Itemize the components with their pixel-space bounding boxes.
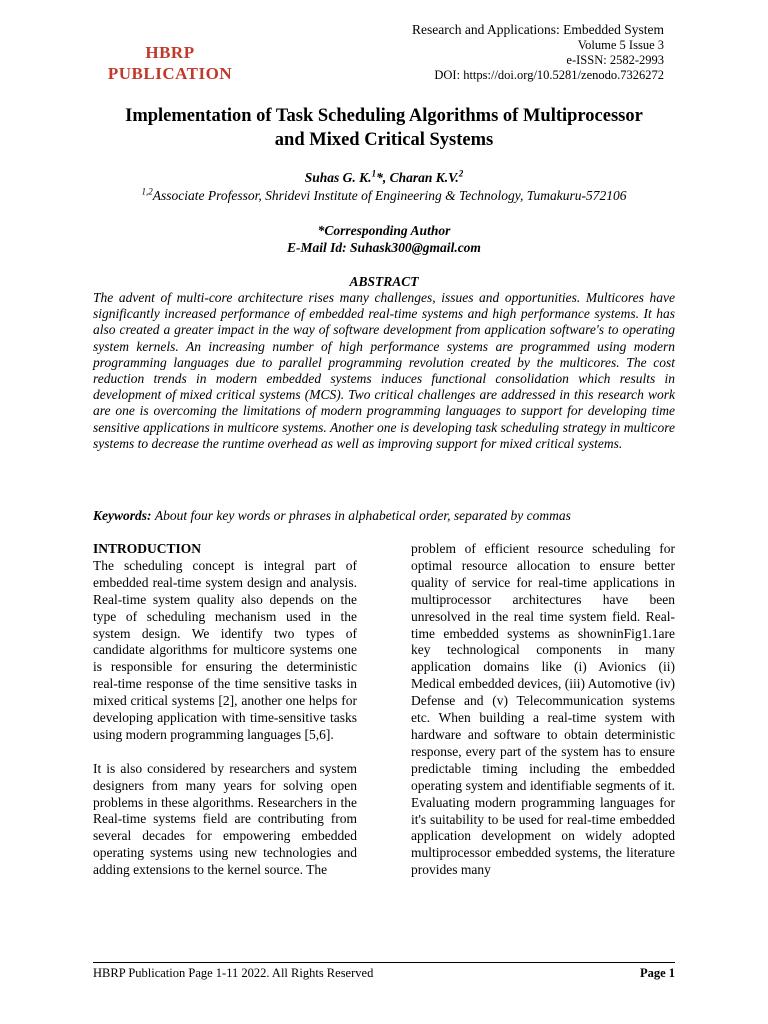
author-2-sup: 2 bbox=[458, 168, 464, 179]
author-1: Suhas G. K. bbox=[304, 170, 372, 185]
section-heading-introduction: INTRODUCTION bbox=[93, 541, 202, 556]
footer-copyright: HBRP Publication Page 1-11 2022. All Rights Reserved bbox=[93, 966, 374, 980]
title-line-1: Implementation of Task Scheduling Algorithms of Multiprocessor bbox=[125, 106, 643, 126]
paragraph: The scheduling concept is integral part of embedded real-time system design and analysis. Real-time system quality also depends on the type of scheduling mechanism used in the system design. We identify two types of candidate algorithms for multicore systems one is responsible for ensuring the deterministic real-time response of the time sensitive tasks in mixed critical systems [2], another one helps for developing application with time-sensitive tasks using modern programming languages [5,6]. bbox=[93, 557, 357, 742]
logo-line-1: HBRP bbox=[145, 43, 195, 62]
author-list bbox=[60, 170, 708, 186]
page-number: Page 1 bbox=[639, 966, 675, 980]
author-1-sup: 1 bbox=[371, 168, 377, 179]
publisher-logo bbox=[95, 42, 245, 84]
keywords-line bbox=[93, 508, 675, 524]
affiliation-sup: 1,2 bbox=[141, 186, 153, 197]
paragraph: It is also considered by researchers and system designers from many years for solving open problems in these algorithms. Researchers in the Real-time systems field are contributing from several decades for empowering embedded operating systems using new technologies and adding extensions to the kernel source. The bbox=[93, 760, 357, 878]
body-column-right bbox=[411, 541, 675, 896]
journal-issn: e-ISSN: 2582-2993 bbox=[566, 53, 664, 67]
author-email: E-Mail Id: Suhask300@gmail.com bbox=[287, 240, 481, 255]
keywords-separator: : bbox=[147, 508, 155, 523]
paper-title bbox=[60, 104, 708, 152]
abstract-heading: ABSTRACT bbox=[349, 274, 419, 289]
author-2: Charan K.V. bbox=[389, 170, 459, 185]
paragraph: problem of efficient resource scheduling for optimal resource allocation to ensure better quality of service for real-time applications in multiprocessor architectures have been unresolved in the real time system field. Real-time embedded systems as showninFig1.1are key technological components in many application domains like (i) Avionics (ii) Medical embedded devices, (iii) Automotive (iv) Defense and (v) Telecommunication systems etc. When building a real-time system with hardware and software to obtain deterministic response, every part of the system has to ensure predictable timing including the embedded operating system and identifiable segments of it. Evaluating modern programming languages for it's suitability to be used for real-time embedded application development on widely adopted multiprocessor embedded systems, the literature provides many bbox=[411, 541, 675, 878]
affiliation-text: Associate Professor, Shridevi Institute of Engineering & Technology, Tumakuru-572106 bbox=[152, 188, 627, 203]
journal-volume: Volume 5 Issue 3 bbox=[577, 38, 664, 52]
keywords-text: About four key words or phrases in alphabetical order, separated by commas bbox=[154, 508, 571, 523]
logo-line-2: PUBLICATION bbox=[107, 64, 233, 83]
journal-doi: DOI: https://doi.org/10.5281/zenodo.7326272 bbox=[434, 68, 664, 82]
corresponding-block bbox=[60, 222, 708, 256]
title-line-2: and Mixed Critical Systems bbox=[274, 130, 494, 150]
keywords-label: Keywords bbox=[93, 508, 147, 523]
affiliation bbox=[60, 188, 708, 204]
footer-divider bbox=[93, 962, 675, 963]
corresponding-author: *Corresponding Author bbox=[317, 223, 451, 238]
body-column-left bbox=[93, 541, 357, 896]
abstract-text: The advent of multi-core architecture rises many challenges, issues and opportunities. Multicores have significantly increased performance of embedded real-time systems and high performance systems. It has also created a greater impact in the way of software development from application software's to operating system kernels. An increasing number of high performance systems are programmed using modern programming languages due to parallel programming revolution created by the multicores. The cost reduction trends in modern embedded systems induces functional consolidation which results in development of mixed critical systems (MCS). Two critical challenges are addressed in this research work are one is overcoming the limitations of modern programming languages to support for developing time sensitive applications in multicore systems. Another one is developing task scheduling strategy in multicore systems to decrease the runtime overhead as well as improving support for mixed critical systems. bbox=[93, 290, 675, 451]
journal-name: Research and Applications: Embedded System bbox=[412, 22, 664, 37]
journal-info bbox=[340, 22, 664, 83]
author-1-mark: *, bbox=[376, 170, 390, 185]
